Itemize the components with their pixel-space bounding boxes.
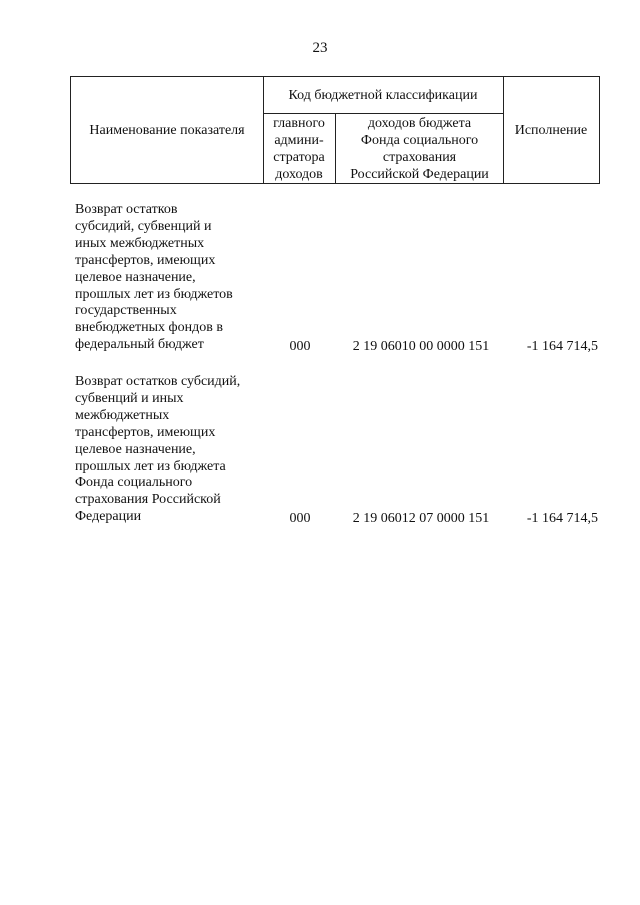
row-execution-value: -1 164 714,5 (526, 511, 598, 526)
header-fss-revenue-line: Российской Федерации (350, 166, 489, 182)
row-revenue-code: 2 19 06012 07 0000 151 (352, 511, 490, 526)
header-fss-revenue-line: Фонда социального (360, 132, 479, 148)
row-admin-code: 000 (289, 511, 311, 526)
header-chief-administrator-line: доходов (275, 166, 323, 182)
row-admin-code: 000 (289, 339, 311, 354)
row-indicator-name: Возврат остатков субсидий, субвенций и иных межбюджетных трансфертов, имеющих целевое назначение, прошлых лет из бюджета Фонда социального страхования Российской Федерации (75, 374, 241, 525)
header-chief-administrator-line: админи- (274, 132, 324, 148)
header-indicator-name: Наименование показателя (89, 122, 245, 138)
header-fss-revenue-line: доходов бюджета (367, 115, 472, 131)
header-fss-revenue-line: страхования (382, 149, 457, 165)
header-budget-classification-code: Код бюджетной классификации (288, 87, 478, 103)
header-fss-revenue (336, 114, 503, 183)
row-indicator-name: Возврат остатков субсидий, субвенций и иных межбюджетных трансфертов, имеющих целевое назначение, прошлых лет из бюджетов государственных внебюджетных фондов в федеральный бюджет (75, 202, 233, 353)
header-execution: Исполнение (514, 122, 588, 138)
header-chief-administrator-line: главного (273, 115, 325, 131)
header-chief-administrator (263, 114, 335, 183)
table-header (70, 76, 600, 184)
page-number: 23 (312, 40, 328, 56)
row-execution-value: -1 164 714,5 (526, 339, 598, 354)
row-revenue-code: 2 19 06010 00 0000 151 (352, 339, 490, 354)
header-chief-administrator-line: стратора (273, 149, 325, 165)
